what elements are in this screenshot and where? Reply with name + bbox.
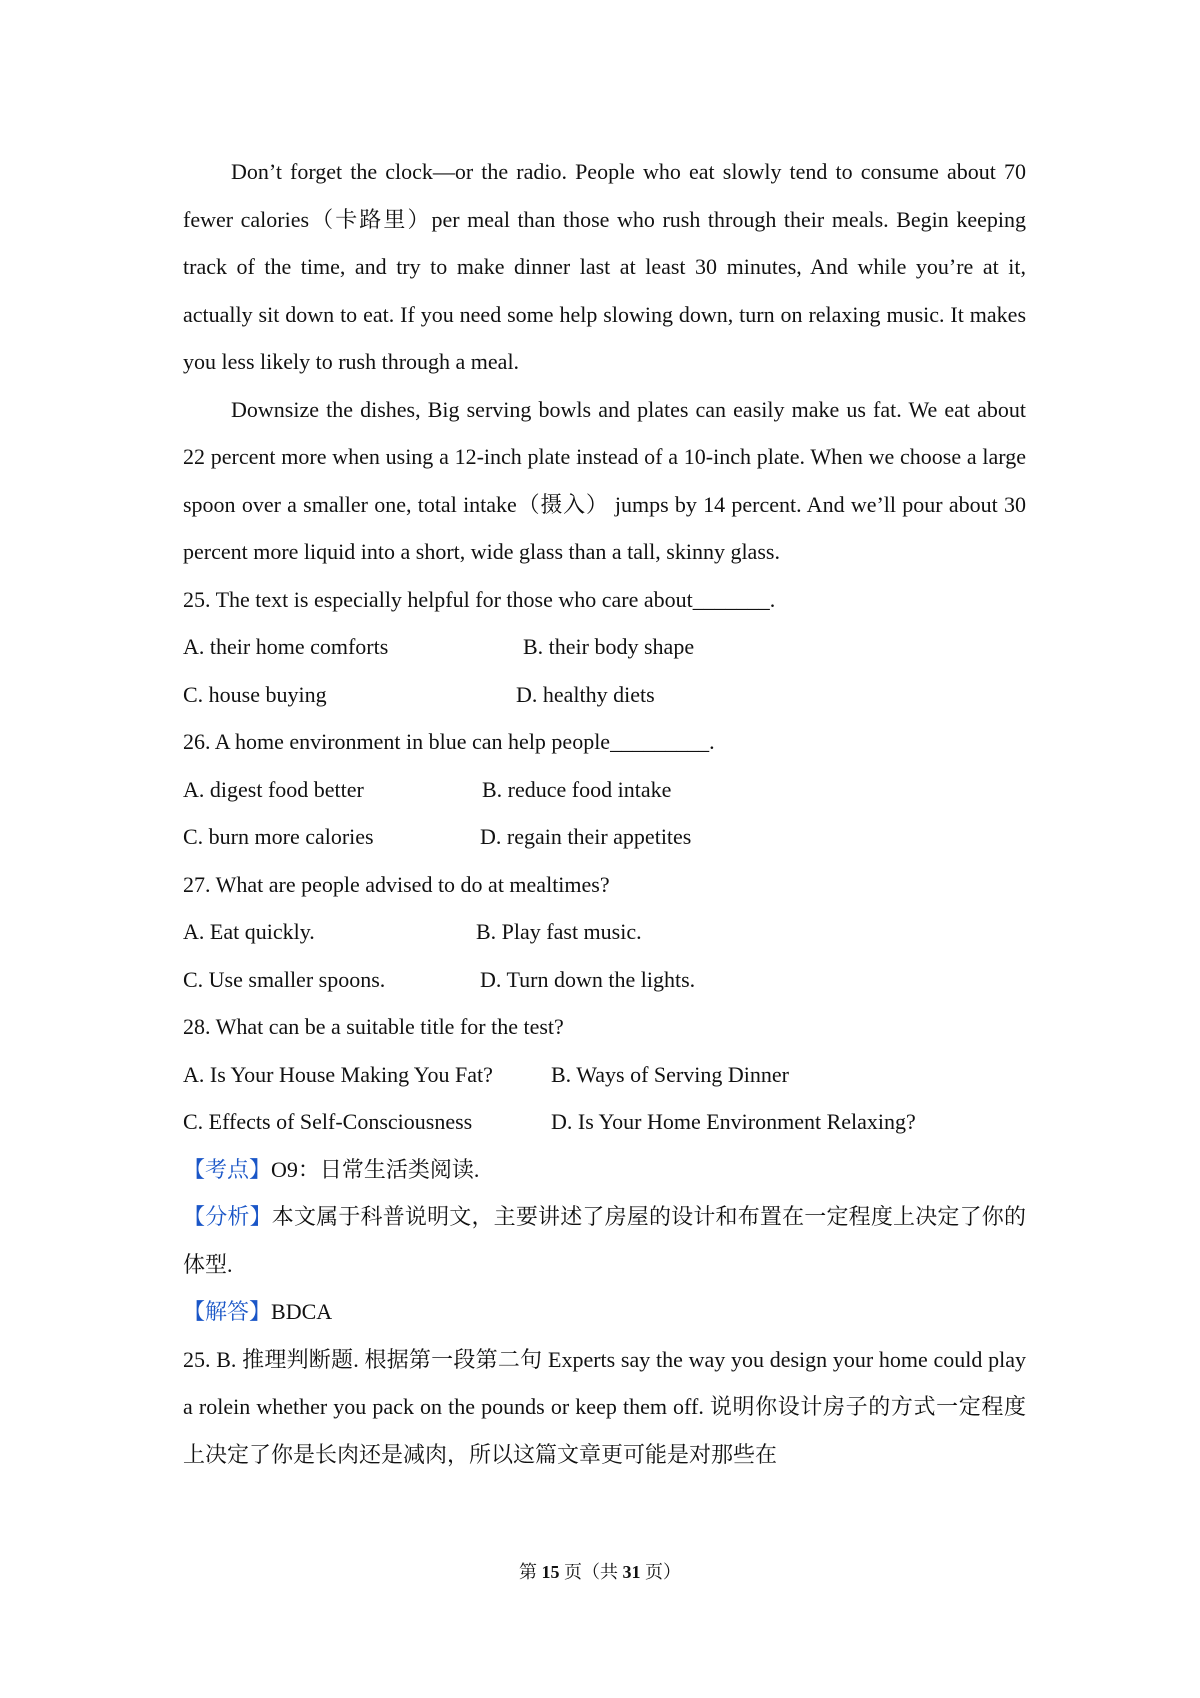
question-27 <box>183 861 1026 1004</box>
option-c: C. Effects of Self-Consciousness <box>183 1109 473 1134</box>
question-26 <box>183 718 1026 861</box>
jieda-text: BDCA <box>271 1299 333 1324</box>
kaodian-tag: 【考点】 <box>183 1156 272 1182</box>
option-d: D. healthy diets <box>516 681 655 707</box>
option-a: A. Eat quickly. <box>183 919 315 944</box>
option-b: B. reduce food intake <box>482 776 672 802</box>
option-d: D. Is Your Home Environment Relaxing? <box>551 1109 916 1134</box>
passage-paragraph-1: Don’t forget the clock—or the radio. People who eat slowly tend to consume about 70 fewer calories（卡路里）per meal than those who rush through their meals. Begin keeping track of the time, and try to make dinner last at least 30 minutes, And while you’re at it, actually sit down to eat. If you need some help slowing down, turn on relaxing music. It makes you less likely to rush through a meal. <box>183 159 1026 374</box>
footer-middle: 页（共 <box>559 1562 623 1582</box>
kaodian-line <box>183 1146 1026 1194</box>
fenxi-tag: 【分析】 <box>183 1204 272 1229</box>
option-a: A. their home comforts <box>183 634 389 659</box>
question-stem: 25. The text is especially helpful for those who care about_______. <box>183 586 776 612</box>
question-stem: 28. What can be a suitable title for the test? <box>183 1014 564 1039</box>
question-28 <box>183 1003 1026 1146</box>
footer-suffix: 页） <box>640 1562 681 1582</box>
option-d: D. regain their appetites <box>480 824 692 849</box>
question-stem: 27. What are people advised to do at mealtimes? <box>183 871 610 897</box>
option-b: B. Play fast music. <box>476 919 642 944</box>
kaodian-text: O9：日常生活类阅读. <box>271 1156 480 1182</box>
option-b: B. their body shape <box>523 634 695 659</box>
page-footer <box>0 1560 1200 1584</box>
option-c: C. Use smaller spoons. <box>183 966 386 992</box>
question-stem: 26. A home environment in blue can help people_________. <box>183 729 715 754</box>
fenxi-text: 本文属于科普说明文，主要讲述了房屋的设计和布置在一定程度上决定了你的体型. <box>183 1204 1026 1277</box>
fenxi-block <box>183 1193 1026 1288</box>
footer-prefix: 第 <box>519 1562 542 1582</box>
option-c: C. burn more calories <box>183 824 374 849</box>
option-c: C. house buying <box>183 681 327 707</box>
option-b: B. Ways of Serving Dinner <box>551 1061 789 1087</box>
jieda-line <box>183 1288 1026 1336</box>
option-a: A. Is Your House Making You Fat? <box>183 1061 493 1087</box>
question-25 <box>183 576 1026 719</box>
option-d: D. Turn down the lights. <box>480 966 696 992</box>
footer-total-pages: 31 <box>622 1562 641 1582</box>
footer-page-number: 15 <box>541 1562 560 1582</box>
passage-paragraph-2: Downsize the dishes, Big serving bowls and plates can easily make us fat. We eat about 22 percent more when using a 12-inch plate instead of a 10-inch plate. When we choose a large spoon over a smaller one, total intake（摄入） jumps by 14 percent. And we’ll pour about 30 percent more liquid into a short, wide glass than a tall, skinny glass. <box>183 396 1026 564</box>
jieda-tag: 【解答】 <box>183 1299 272 1324</box>
explanation-paragraph: 25. B. 推理判断题. 根据第一段第二句 Experts say the way you design your home could play a rolein whether you pack on the pounds or keep them off. 说明你设计房子的方式一定程度上决定了你是长肉还是减肉，所以这篇文章更可能是对那些在 <box>183 1346 1026 1467</box>
option-a: A. digest food better <box>183 776 364 802</box>
document-body <box>183 148 1026 1478</box>
